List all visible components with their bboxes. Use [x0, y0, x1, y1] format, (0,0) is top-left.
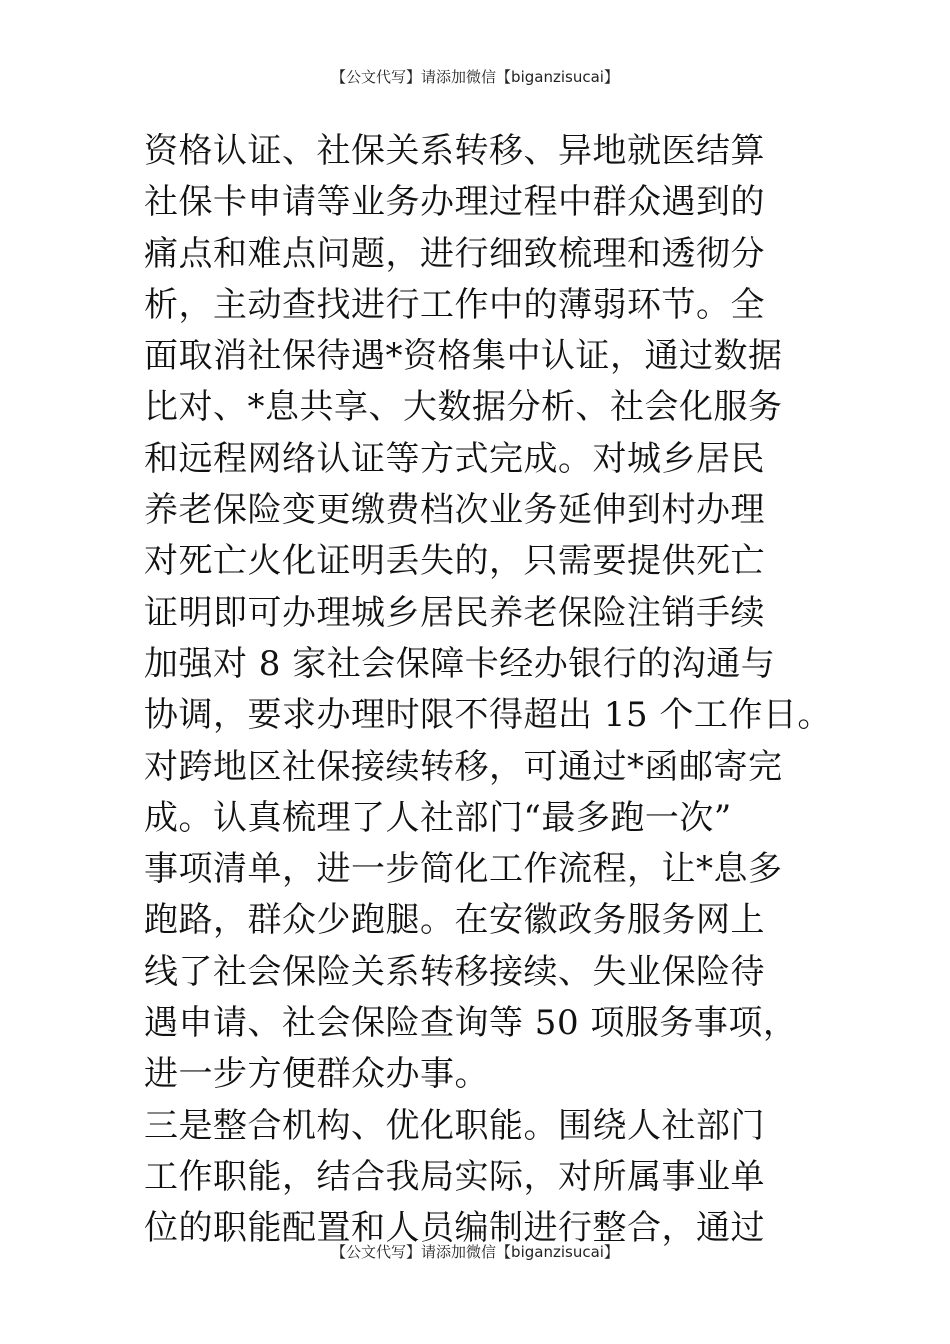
document-body	[144, 126, 832, 1255]
body-line: 遇申请、社会保险查询等 50 项服务事项，	[144, 1003, 798, 1044]
body-line: 对死亡火化证明丢失的，只需要提供死亡	[144, 541, 765, 582]
body-line: 证明即可办理城乡居民养老保险注销手续	[144, 592, 765, 633]
body-line: 位的职能配置和人员编制进行整合，通过	[144, 1208, 765, 1249]
body-line: 事项清单，进一步简化工作流程，让*息多	[144, 849, 783, 890]
body-line: 跑路，群众少跑腿。在安徽政务服务网上	[144, 900, 765, 941]
body-line: 社保卡申请等业务办理过程中群众遇到的	[144, 182, 765, 223]
body-line: 三是整合机构、优化职能。围绕人社部门	[144, 1105, 765, 1146]
body-line: 比对、*息共享、大数据分析、社会化服务	[144, 387, 783, 428]
body-line: 对跨地区社保接续转移，可通过*函邮寄完	[144, 746, 783, 787]
body-line: 养老保险变更缴费档次业务延伸到村办理	[144, 490, 765, 531]
body-line: 加强对 8 家社会保障卡经办银行的沟通与	[144, 643, 776, 684]
body-line: 成。认真梳理了人社部门“最多跑一次”	[144, 797, 732, 838]
body-line: 进一步方便群众办事。	[144, 1054, 489, 1095]
body-line: 痛点和难点问题，进行细致梳理和透彻分	[144, 233, 765, 274]
body-line: 面取消社保待遇*资格集中认证，通过数据	[144, 336, 783, 377]
body-line: 析，主动查找进行工作中的薄弱环节。全	[144, 284, 765, 325]
body-line: 和远程网络认证等方式完成。对城乡居民	[144, 438, 765, 479]
body-line: 协调，要求办理时限不得超出 15 个工作日。	[144, 695, 832, 736]
page-footer: 【公文代写】请添加微信【biganzisucai】	[331, 1243, 619, 1261]
body-line: 线了社会保险关系转移接续、失业保险待	[144, 951, 765, 992]
body-line: 工作职能，结合我局实际，对所属事业单	[144, 1156, 765, 1197]
body-line: 资格认证、社保关系转移、异地就医结算	[144, 131, 765, 171]
page-header: 【公文代写】请添加微信【biganzisucai】	[331, 68, 619, 86]
